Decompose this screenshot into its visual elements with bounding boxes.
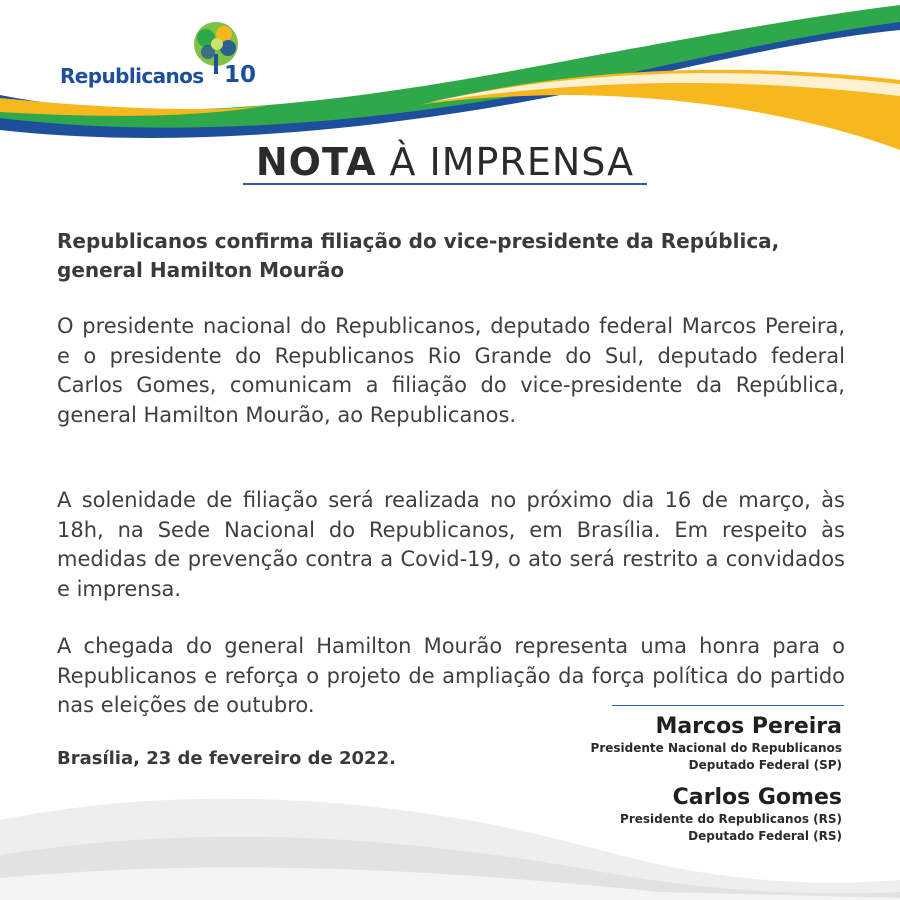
- signature-role: Deputado Federal (RS): [688, 829, 842, 843]
- paragraph-1: O presidente nacional do Republicanos, deputado federal Marcos Pereira, e o presidente do Republicanos Rio Grande do Sul, deputado federal Carlos Gomes, comunicam a filiação do vice-presidente da República, general Hamilton Mourão, ao Republicanos.: [57, 314, 845, 427]
- title-light: À IMPRENSA: [376, 140, 635, 184]
- signature-role: Presidente do Republicanos (RS): [620, 812, 842, 826]
- paragraph-2: A solenidade de filiação será realizada no próximo dia 16 de março, às 18h, na Sede Nacional do Republicanos, em Brasília. Em respeito às medidas de prevenção contra a Covid-19, o ato será restrito a convidados e imprensa.: [57, 488, 845, 601]
- date-line: Brasília, 23 de fevereiro de 2022.: [57, 748, 396, 769]
- signature-role: Presidente Nacional do Republicanos: [590, 741, 842, 755]
- signature-divider: [612, 705, 844, 706]
- signature-role: Deputado Federal (SP): [688, 758, 842, 772]
- signature-name: Marcos Pereira: [655, 714, 842, 739]
- headline: Republicanos confirma filiação do vice-presidente da República, general Hamilton Mourão: [57, 229, 780, 282]
- paragraph-3: A chegada do general Hamilton Mourão representa uma honra para o Republicanos e reforça o projeto de ampliação da força política do partido nas eleições de outubro.: [57, 634, 845, 717]
- logo-number: 10: [224, 62, 257, 88]
- footer-waves: [0, 760, 900, 900]
- logo-wordmark: Republicanos: [60, 64, 204, 88]
- republicanos-logo: [58, 20, 258, 90]
- signature-name: Carlos Gomes: [672, 785, 842, 810]
- title-bold: NOTA: [255, 140, 377, 184]
- page-title: [243, 140, 647, 185]
